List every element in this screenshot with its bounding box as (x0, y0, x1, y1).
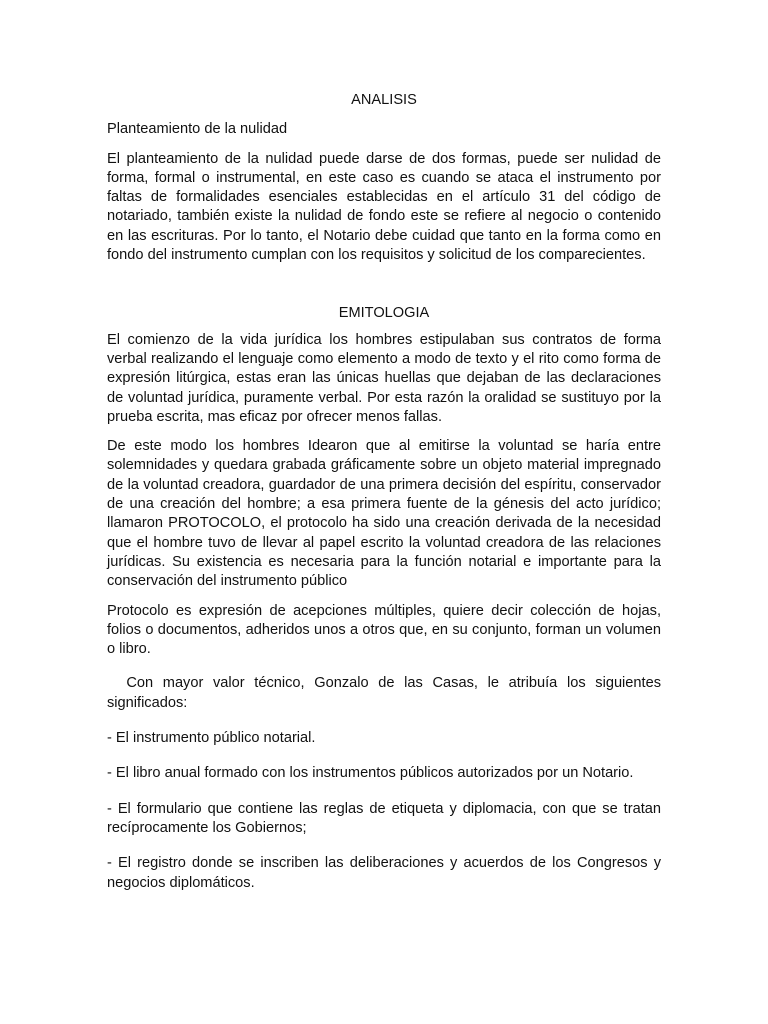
section-title-analisis: ANALISIS (351, 92, 417, 108)
list-item: - El instrumento público notarial. (107, 730, 316, 747)
section-title-emitologia: EMITOLOGIA (338, 305, 430, 322)
paragraph-protocolo-origen: De este modo los hombres Idearon que al emitirse la voluntad se haría entre solemnidades y quedara grabada gráficamente sobre un objeto material impregnado de la voluntad creadora, guardador de una primera decisión del espíritu, conservador de una creación del hombre; a esa primera fuente de la génesis del acto jurídico; llamaron PROTOCOLO, el protocolo ha sido una creación derivada de la necesidad que el hombre tuvo de llevar al papel escrito la voluntad creadora de las relaciones jurídicas. Su existencia es necesaria para la función notarial e importante para la conservación del instrumento público (107, 438, 661, 590)
paragraph-comienzo: El comienzo de la vida jurídica los hombres estipulaban sus contratos de forma verbal realizando el lenguaje como elemento a modo de texto y el rito como forma de expresión litúrgica, estas eran las únicas huellas que dejaban de las declaraciones de voluntad jurídica, puramente verbal. Por esta razón la oralidad se sustituyo por la prueba escrita, mas eficaz por ofrecer menos fallas. (107, 331, 661, 425)
list-item: - El registro donde se inscriben las deliberaciones y acuerdos de los Congresos y negocios diplomáticos. (107, 855, 661, 891)
list-item: - El libro anual formado con los instrumentos públicos autorizados por un Notario. (107, 765, 634, 782)
paragraph-protocolo-definicion: Protocolo es expresión de acepciones múltiples, quiere decir colección de hojas, folios o documentos, adheridos unos a otros que, en su conjunto, forman un volumen o libro. (107, 602, 661, 658)
section-subtitle-planteamiento: Planteamiento de la nulidad (107, 121, 288, 138)
document-page (107, 91, 666, 893)
list-item: - El formulario que contiene las reglas de etiqueta y diplomacia, con que se tratan recíprocamente los Gobiernos; (107, 800, 661, 836)
paragraph-nulidad: El planteamiento de la nulidad puede darse de dos formas, puede ser nulidad de forma, formal o instrumental, en este caso es cuando se ataca el instrumento por faltas de formalidades esenciales establecidas en el artículo 31 del código de notariado, también existe la nulidad de fondo este se refiere al negocio o contenido en las escrituras. Por lo tanto, el Notario debe cuidad que tanto en la forma como en fondo del instrumento cumplan con los requisitos y solicitud de los comparecientes. (107, 150, 661, 264)
paragraph-gonzalo-casas: Con mayor valor técnico, Gonzalo de las Casas, le atribuía los siguientes significados: (107, 675, 666, 711)
